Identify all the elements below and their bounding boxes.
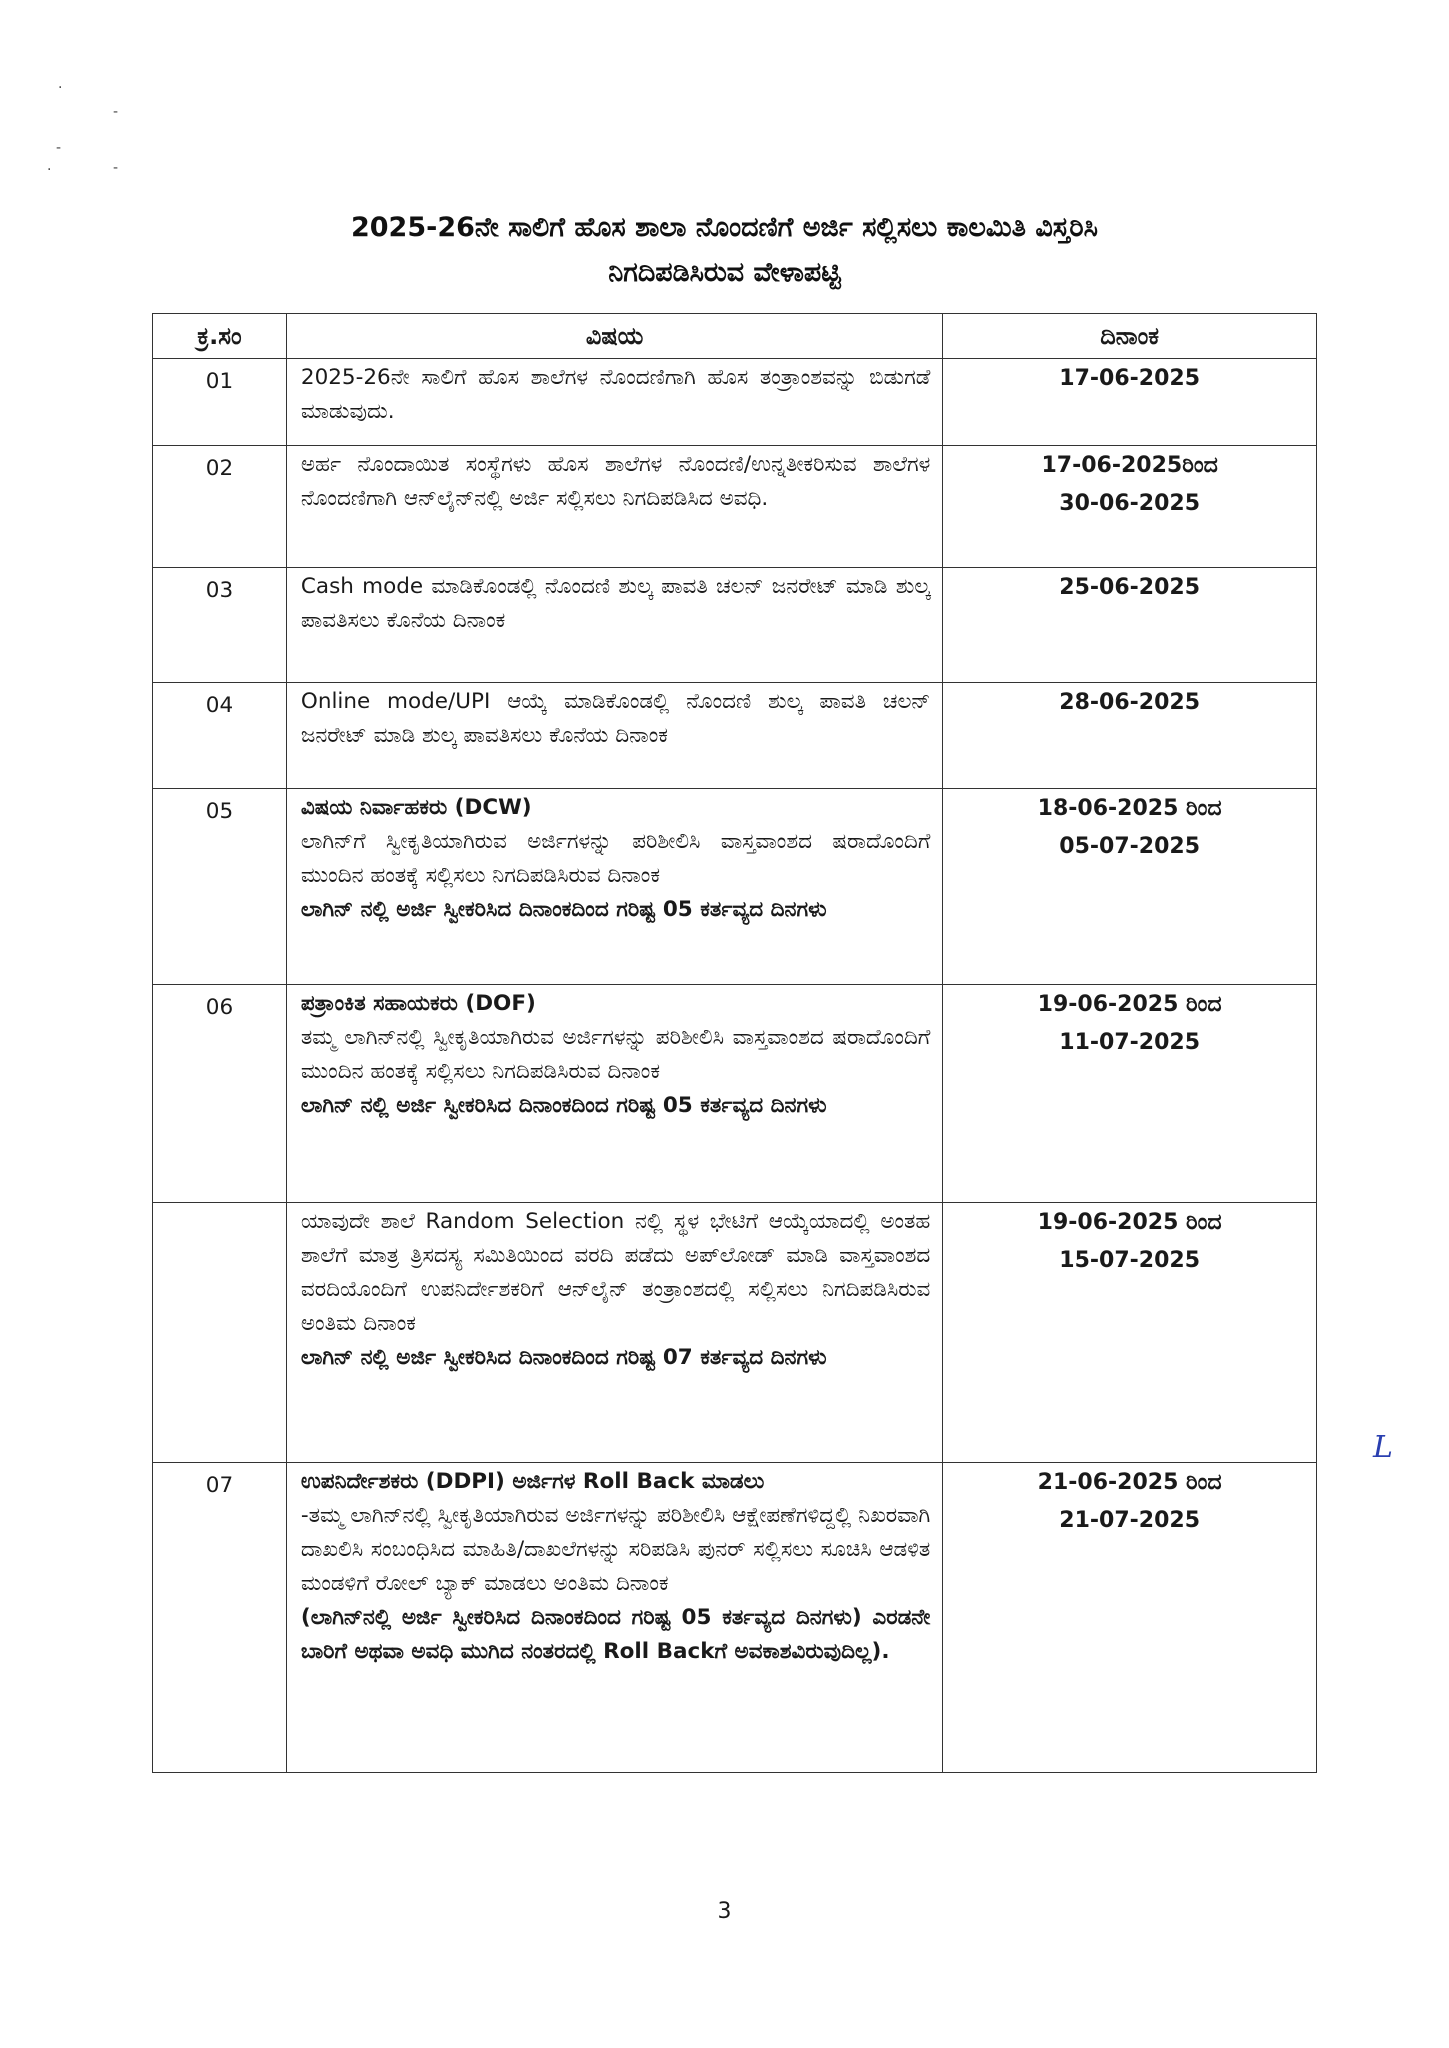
row-date <box>943 1463 1317 1773</box>
row-date <box>943 1203 1317 1463</box>
row-date-end: 21-07-2025 <box>1059 1508 1201 1533</box>
table-row <box>153 446 1317 568</box>
row-serial-number: 04 <box>153 683 287 789</box>
row-date <box>943 568 1317 683</box>
row-serial-number: 03 <box>153 568 287 683</box>
table-row <box>153 985 1317 1203</box>
row-note: (ಲಾಗಿನ್‌ನಲ್ಲಿ ಅರ್ಜಿ ಸ್ವೀಕರಿಸಿದ ದಿನಾಂಕದಿಂದ ಗರಿಷ್ಟ 05 ಕರ್ತವ್ಯದ ದಿನಗಳು) ಎರಡನೇ ಬಾರಿಗೆ ಅಥವಾ ಅವಧಿ ಮುಗಿದ ನಂತರದಲ್ಲಿ Roll Backಗೆ ಅವಕಾಶವಿರುವುದಿಲ್ಲ). <box>300 1605 931 1664</box>
document-title <box>150 205 1299 295</box>
row-subject <box>286 359 942 446</box>
scan-speck: · <box>58 80 63 96</box>
row-date <box>943 683 1317 789</box>
row-date-start: 19-06-2025 ರಿಂದ <box>1037 1210 1222 1235</box>
row-text: Cash mode ಮಾಡಿಕೊಂಡಲ್ಲಿ ನೊಂದಣಿ ಶುಲ್ಕ ಪಾವತಿ ಚಲನ್ ಜನರೇಟ್ ಮಾಡಿ ಶುಲ್ಕ ಪಾವತಿಸಲು ಕೊನೆಯ ದಿನಾಂಕ <box>300 574 931 633</box>
row-note: ಲಾಗಿನ್ ನಲ್ಲಿ ಅರ್ಜಿ ಸ್ವೀಕರಿಸಿದ ದಿನಾಂಕದಿಂದ ಗರಿಷ್ಟ 07 ಕರ್ತವ್ಯದ ದಿನಗಳು <box>300 1345 827 1370</box>
row-date-start: 21-06-2025 ರಿಂದ <box>1037 1470 1222 1495</box>
row-date <box>943 359 1317 446</box>
row-subject <box>286 1203 942 1463</box>
row-date-start: 17-06-2025 <box>1059 366 1201 391</box>
header-subject: ವಿಷಯ <box>286 314 942 359</box>
row-serial-number: 02 <box>153 446 287 568</box>
row-text: 2025-26ನೇ ಸಾಲಿಗೆ ಹೊಸ ಶಾಲೆಗಳ ನೊಂದಣಿಗಾಗಿ ಹೊಸ ತಂತ್ರಾಂಶವನ್ನು ಬಿಡುಗಡೆ ಮಾಡುವುದು. <box>300 365 931 424</box>
row-text: Online mode/UPI ಆಯ್ಕೆ ಮಾಡಿಕೊಂಡಲ್ಲಿ ನೊಂದಣಿ ಶುಲ್ಕ ಪಾವತಿ ಚಲನ್ ಜನರೇಟ್ ಮಾಡಿ ಶುಲ್ಕ ಪಾವತಿಸಲು ಕೊನೆಯ ದಿನಾಂಕ <box>300 689 931 748</box>
row-subject <box>286 789 942 985</box>
row-text: ಲಾಗಿನ್‌ಗೆ ಸ್ವೀಕೃತಿಯಾಗಿರುವ ಅರ್ಜಿಗಳನ್ನು ಪರಿಶೀಲಿಸಿ ವಾಸ್ತವಾಂಶದ ಷರಾದೊಂದಿಗೆ ಮುಂದಿನ ಹಂತಕ್ಕೆ ಸಲ್ಲಿಸಲು ನಿಗದಿಪಡಿಸಿರುವ ದಿನಾಂಕ <box>300 829 931 888</box>
row-date-start: 25-06-2025 <box>1059 575 1201 600</box>
row-heading: ಉಪನಿರ್ದೇಶಕರು (DDPI) ಅರ್ಜಿಗಳ Roll Back ಮಾಡಲು <box>300 1469 765 1494</box>
title-line-2: ನಿಗದಿಪಡಿಸಿರುವ ವೇಳಾಪಟ್ಟಿ <box>608 257 841 288</box>
scan-speck: - <box>113 160 119 176</box>
header-serial-number: ಕ್ರ.ಸಂ <box>153 314 287 359</box>
row-date <box>943 446 1317 568</box>
row-date-start: 28-06-2025 <box>1059 690 1201 715</box>
table-header-row <box>153 314 1317 359</box>
row-serial-number: 05 <box>153 789 287 985</box>
row-date-end: 05-07-2025 <box>1059 834 1201 859</box>
row-subject <box>286 683 942 789</box>
row-note: ಲಾಗಿನ್ ನಲ್ಲಿ ಅರ್ಜಿ ಸ್ವೀಕರಿಸಿದ ದಿನಾಂಕದಿಂದ ಗರಿಷ್ಟ 05 ಕರ್ತವ್ಯದ ದಿನಗಳು <box>300 897 827 922</box>
row-serial-number: 06 <box>153 985 287 1203</box>
table-row <box>153 568 1317 683</box>
row-subject <box>286 1463 942 1773</box>
handwritten-mark: L <box>1373 1430 1393 1465</box>
row-text: ಯಾವುದೇ ಶಾಲೆ Random Selection ನಲ್ಲಿ ಸ್ಥಳ ಭೇಟಿಗೆ ಆಯ್ಕೆಯಾದಲ್ಲಿ ಅಂತಹ ಶಾಲೆಗೆ ಮಾತ್ರ ತ್ರಿಸದಸ್ಯ ಸಮಿತಿಯಿಂದ ವರದಿ ಪಡೆದು ಅಪ್‌ಲೋಡ್ ಮಾಡಿ ವಾಸ್ತವಾಂಶದ ವರದಿಯೊಂದಿಗೆ ಉಪನಿರ್ದೇಶಕರಿಗೆ ಆನ್‌ಲೈನ್ ತಂತ್ರಾಂಶದಲ್ಲಿ ಸಲ್ಲಿಸಲು ನಿಗದಿಪಡಿಸಿರುವ ಅಂತಿಮ ದಿನಾಂಕ <box>300 1209 931 1336</box>
row-text: ಅರ್ಹ ನೊಂದಾಯಿತ ಸಂಸ್ಥೆಗಳು ಹೊಸ ಶಾಲೆಗಳ ನೊಂದಣಿ/ಉನ್ನತೀಕರಿಸುವ ಶಾಲೆಗಳ ನೊಂದಣಿಗಾಗಿ ಆನ್‌ಲೈನ್‌ನಲ್ಲಿ ಅರ್ಜಿ ಸಲ್ಲಿಸಲು ನಿಗದಿಪಡಿಸಿದ ಅವಧಿ. <box>300 452 931 511</box>
scan-speck: · <box>47 162 52 178</box>
row-date-end: 15-07-2025 <box>1059 1248 1201 1273</box>
row-text: -ತಮ್ಮ ಲಾಗಿನ್‌ನಲ್ಲಿ ಸ್ವೀಕೃತಿಯಾಗಿರುವ ಅರ್ಜಿಗಳನ್ನು ಪರಿಶೀಲಿಸಿ ಆಕ್ಷೇಪಣೆಗಳಿದ್ದಲ್ಲಿ ನಿಖರವಾಗಿ ದಾಖಲಿಸಿ ಸಂಬಂಧಿಸಿದ ಮಾಹಿತಿ/ದಾಖಲೆಗಳನ್ನು ಸರಿಪಡಿಸಿ ಪುನರ್ ಸಲ್ಲಿಸಲು ಸೂಚಿಸಿ ಆಡಳಿತ ಮಂಡಳಿಗೆ ರೋಲ್ ಬ್ಯಾಕ್ ಮಾಡಲು ಅಂತಿಮ ದಿನಾಂಕ <box>300 1503 931 1596</box>
row-subject <box>286 985 942 1203</box>
row-heading: ವಿಷಯ ನಿರ್ವಾಹಕರು (DCW) <box>300 795 532 820</box>
table-row <box>153 683 1317 789</box>
title-line-1: 2025-26ನೇ ಸಾಲಿಗೆ ಹೊಸ ಶಾಲಾ ನೊಂದಣಿಗೆ ಅರ್ಜಿ ಸಲ್ಲಿಸಲು ಕಾಲಮಿತಿ ವಿಸ್ತರಿಸಿ <box>350 212 1098 243</box>
scan-speck: - <box>113 104 119 120</box>
row-serial-number: 07 <box>153 1463 287 1773</box>
row-date <box>943 789 1317 985</box>
row-text: ತಮ್ಮ ಲಾಗಿನ್‌ನಲ್ಲಿ ಸ್ವೀಕೃತಿಯಾಗಿರುವ ಅರ್ಜಿಗಳನ್ನು ಪರಿಶೀಲಿಸಿ ವಾಸ್ತವಾಂಶದ ಷರಾದೊಂದಿಗೆ ಮುಂದಿನ ಹಂತಕ್ಕೆ ಸಲ್ಲಿಸಲು ನಿಗದಿಪಡಿಸಿರುವ ದಿನಾಂಕ <box>300 1025 931 1084</box>
row-date-end: 30-06-2025 <box>1059 491 1201 516</box>
schedule-table <box>152 313 1317 1773</box>
row-serial-number <box>153 1203 287 1463</box>
table-row <box>153 359 1317 446</box>
row-date-start: 18-06-2025 ರಿಂದ <box>1037 796 1222 821</box>
row-date <box>943 985 1317 1203</box>
row-note: ಲಾಗಿನ್ ನಲ್ಲಿ ಅರ್ಜಿ ಸ್ವೀಕರಿಸಿದ ದಿನಾಂಕದಿಂದ ಗರಿಷ್ಟ 05 ಕರ್ತವ್ಯದ ದಿನಗಳು <box>300 1093 827 1118</box>
row-heading: ಪತ್ರಾಂಕಿತ ಸಹಾಯಕರು (DOF) <box>300 991 536 1016</box>
row-subject <box>286 446 942 568</box>
page-number: 3 <box>717 1899 732 1924</box>
row-subject <box>286 568 942 683</box>
row-date-end: 11-07-2025 <box>1059 1030 1201 1055</box>
row-date-start: 17-06-2025ರಿಂದ <box>1041 453 1218 478</box>
header-date: ದಿನಾಂಕ <box>943 314 1317 359</box>
row-serial-number: 01 <box>153 359 287 446</box>
row-date-start: 19-06-2025 ರಿಂದ <box>1037 992 1222 1017</box>
table-row <box>153 1203 1317 1463</box>
scan-speck: - <box>56 140 62 156</box>
table-row <box>153 1463 1317 1773</box>
table-row <box>153 789 1317 985</box>
